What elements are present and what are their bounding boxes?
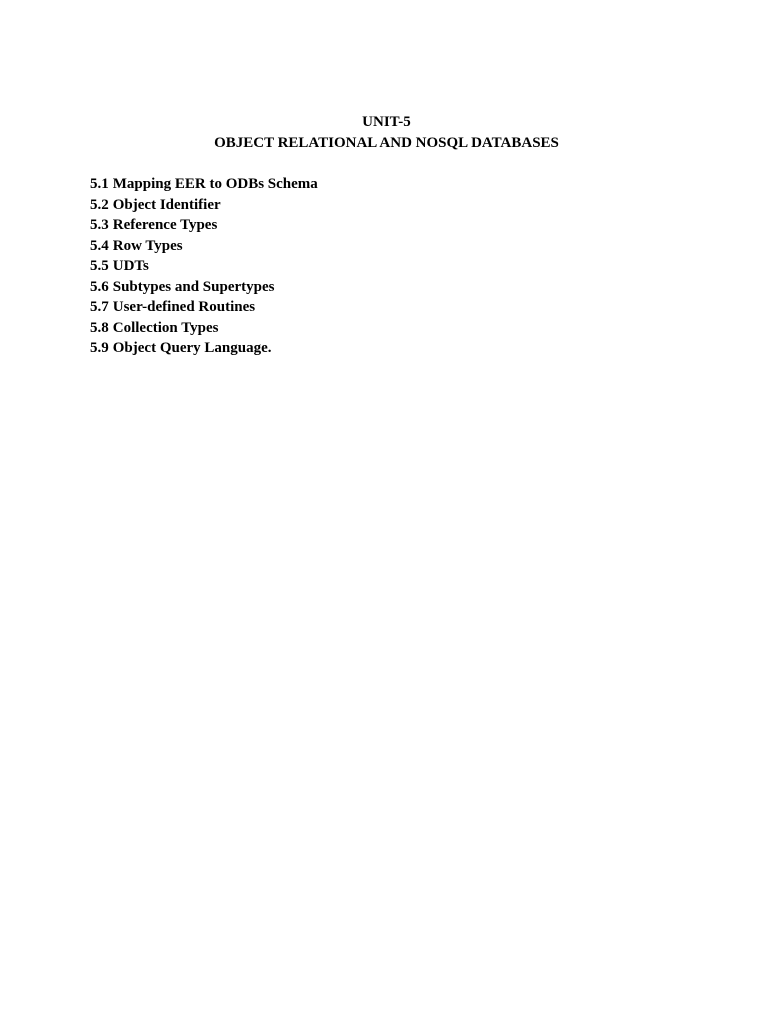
contents-item-number: 5.3 (90, 217, 109, 233)
contents-item-number: 5.7 (90, 299, 109, 315)
contents-item (90, 277, 318, 298)
contents-item (90, 174, 318, 195)
contents-item (90, 195, 318, 216)
contents-item-number: 5.6 (90, 278, 109, 295)
contents-list (90, 174, 318, 359)
contents-item-title: Mapping EER to ODBs Schema (112, 176, 318, 192)
unit-label: UNIT-5 (362, 114, 411, 130)
contents-item-number: 5.8 (90, 319, 109, 336)
contents-item (90, 215, 318, 236)
contents-item-number: 5.4 (90, 237, 109, 254)
contents-item (90, 256, 318, 277)
contents-item (90, 236, 318, 257)
contents-item-title: Object Identifier (112, 196, 221, 213)
contents-item-number: 5.5 (90, 258, 109, 274)
contents-item (90, 318, 318, 339)
unit-title: OBJECT RELATIONAL AND NOSQL DATABASES (214, 134, 559, 151)
contents-item-title: Collection Types (112, 319, 219, 336)
contents-item-number: 5.2 (90, 196, 109, 213)
contents-item-title: Row Types (112, 237, 183, 254)
contents-item-title: Reference Types (112, 217, 218, 233)
contents-item-title: Object Query Language. (112, 340, 272, 356)
contents-item-number: 5.1 (90, 176, 109, 192)
contents-item-title: User-defined Routines (112, 299, 256, 315)
contents-item-title: UDTs (112, 258, 149, 274)
unit-heading (0, 112, 768, 153)
contents-item-number: 5.9 (90, 340, 109, 356)
contents-item-title: Subtypes and Supertypes (112, 278, 275, 295)
contents-item (90, 297, 318, 318)
contents-item (90, 338, 318, 359)
